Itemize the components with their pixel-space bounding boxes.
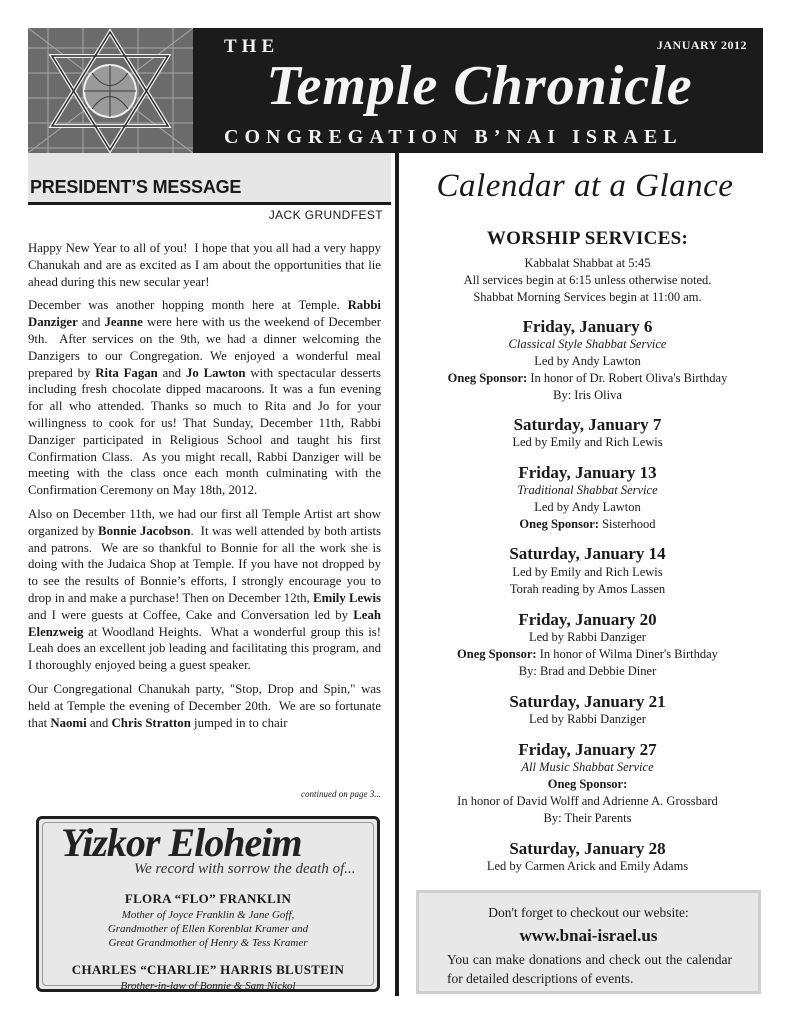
article-author: JACK GRUNDFEST bbox=[268, 208, 383, 222]
memorial-name: FLORA “FLO” FRANKLIN bbox=[124, 891, 292, 906]
worship-services-heading: WORSHIP SERVICES: bbox=[486, 228, 689, 249]
oneg-sponsor-text: In honor of Wilma Diner's Birthday bbox=[536, 647, 718, 661]
event-detail: By: Iris Oliva bbox=[553, 388, 622, 402]
yizkor-title: Yizkor Eloheim bbox=[61, 820, 302, 865]
event-detail: By: Their Parents bbox=[543, 811, 632, 825]
oneg-sponsor-label: Oneg Sponsor: bbox=[519, 517, 599, 531]
event-detail bbox=[400, 517, 775, 532]
event-date: Friday, January 27 bbox=[518, 740, 657, 759]
oneg-sponsor-label: Oneg Sponsor: bbox=[447, 371, 528, 385]
event-detail: Torah reading by Amos Lassen bbox=[509, 582, 666, 596]
event-detail bbox=[400, 777, 775, 792]
event-date: Saturday, January 21 bbox=[509, 692, 666, 711]
website-description: You can make donations and check out the calendar for detailed descriptions of events. bbox=[447, 952, 732, 986]
newsletter-title: Temple Chronicle bbox=[266, 55, 693, 117]
event-date: Saturday, January 28 bbox=[509, 839, 666, 858]
paragraph: Also on December 11th, we had our first all Temple Artist art show organized by Bonnie Jacobson. It was well attended by both artists and patrons. We are so thankful to Bonnie for all the work she is doing with the Judaica Shop at Temple. If you have not dropped by to see the results of Bonnie’s efforts, I strongly encourage you to drop in and make a purchase! Then on December 12th, Emily Lewis and I were guests at Coffee, Cake and Conversation led by Leah Elenzweig at Woodland Heights. What a wonderful group this is! Leah does an excellent job leading and facilitating this program, and I thoroughly enjoyed being a guest speaker. bbox=[28, 506, 381, 673]
event-detail bbox=[400, 371, 775, 386]
service-info: All services begin at 6:15 unless otherwise noted. bbox=[463, 273, 712, 287]
website-prompt: Don't forget to checkout our website: bbox=[488, 905, 689, 920]
memorial-relation: Mother of Joyce Franklin & Jane Goff, bbox=[121, 909, 295, 921]
star-of-david-window-icon bbox=[28, 28, 193, 153]
oneg-sponsor-text: Sisterhood bbox=[598, 517, 656, 531]
event-detail: Traditional Shabbat Service bbox=[517, 483, 658, 497]
memorial-relation: Grandmother of Ellen Korenblat Kramer and bbox=[107, 923, 309, 935]
calendar-title: Calendar at a Glance bbox=[436, 168, 734, 204]
service-info: Shabbat Morning Services begin at 11:00 am. bbox=[473, 290, 702, 304]
event-date: Friday, January 20 bbox=[518, 610, 657, 629]
masthead bbox=[28, 28, 763, 153]
president-message-header bbox=[28, 153, 391, 205]
memorial-relation: Brother-in-law of Bonnie & Sam Nickol bbox=[120, 980, 296, 992]
column-divider bbox=[395, 153, 399, 996]
event-date: Friday, January 6 bbox=[522, 317, 653, 336]
congregation-name: CONGREGATION B’NAI ISRAEL bbox=[224, 126, 683, 148]
event-detail: Led by Emily and Rich Lewis bbox=[512, 565, 663, 579]
event-detail: Led by Rabbi Danziger bbox=[529, 712, 646, 726]
event-detail bbox=[400, 647, 775, 662]
masthead-the: THE bbox=[224, 36, 280, 57]
paragraph: December was another hopping month here at Temple. Rabbi Danziger and Jeanne were here with us the weekend of December 9th. After services on the 9th, we had a dinner welcoming the Danzigers to our Congregation. We enjoyed a wonderful meal prepared by Rita Fagan and Jo Lawton with spectacular desserts including fresh chocolate dipped macaroons. It was a fun evening for all who attended. Thanks so much to Rita and Jo for your willingness to cook for us! That Sunday, December 11th, Rabbi Danziger participated in Religious School and taught his first Confirmation Class. As you might recall, Rabbi Danziger will be meeting with the class once each month culminating with the Confirmation Ceremony on May 18th, 2012. bbox=[28, 298, 381, 498]
president-message-body bbox=[28, 240, 381, 738]
issue-date: JANUARY 2012 bbox=[656, 38, 747, 52]
paragraph: Happy New Year to all of you! I hope that you all had a very happy Chanukah and are as excited as I am about the opportunities that lie ahead during this new secular year! bbox=[28, 241, 381, 289]
website-link[interactable]: www.bnai-israel.us bbox=[519, 926, 658, 945]
event-detail: Led by Andy Lawton bbox=[534, 500, 641, 514]
memorial-relation: Great Grandmother of Henry & Tess Kramer bbox=[108, 937, 308, 949]
event-detail: Led by Andy Lawton bbox=[534, 354, 641, 368]
continued-link[interactable]: continued on page 3... bbox=[301, 789, 381, 799]
event-detail: By: Brad and Debbie Diner bbox=[518, 664, 657, 678]
event-detail: Led by Carmen Arick and Emily Adams bbox=[486, 859, 689, 873]
event-detail: In honor of David Wolff and Adrienne A. Grossbard bbox=[457, 794, 718, 808]
service-info: Kabbalat Shabbat at 5:45 bbox=[524, 256, 651, 270]
yizkor-subtitle: We record with sorrow the death of... bbox=[134, 861, 356, 877]
section-heading: PRESIDENT’S MESSAGE bbox=[30, 177, 242, 197]
event-detail: Led by Emily and Rich Lewis bbox=[512, 435, 663, 449]
oneg-sponsor-label: Oneg Sponsor: bbox=[457, 647, 537, 661]
event-date: Friday, January 13 bbox=[518, 463, 657, 482]
website-callout bbox=[416, 890, 761, 994]
memorial-name: CHARLES “CHARLIE” HARRIS BLUSTEIN bbox=[71, 962, 345, 977]
oneg-sponsor-label: Oneg Sponsor: bbox=[547, 777, 628, 791]
event-detail: Classical Style Shabbat Service bbox=[508, 337, 667, 351]
event-detail: Led by Rabbi Danziger bbox=[529, 630, 646, 644]
event-date: Saturday, January 7 bbox=[513, 415, 662, 434]
oneg-sponsor-text: In honor of Dr. Robert Oliva's Birthday bbox=[527, 371, 728, 385]
yizkor-box bbox=[36, 816, 380, 992]
event-detail: All Music Shabbat Service bbox=[521, 760, 654, 774]
event-date: Saturday, January 14 bbox=[509, 544, 666, 563]
paragraph: Our Congregational Chanukah party, "Stop, Drop and Spin," was held at Temple the evening of December 20th. We are so fortunate that Naomi and Chris Stratton jumped in to chair bbox=[28, 681, 381, 730]
